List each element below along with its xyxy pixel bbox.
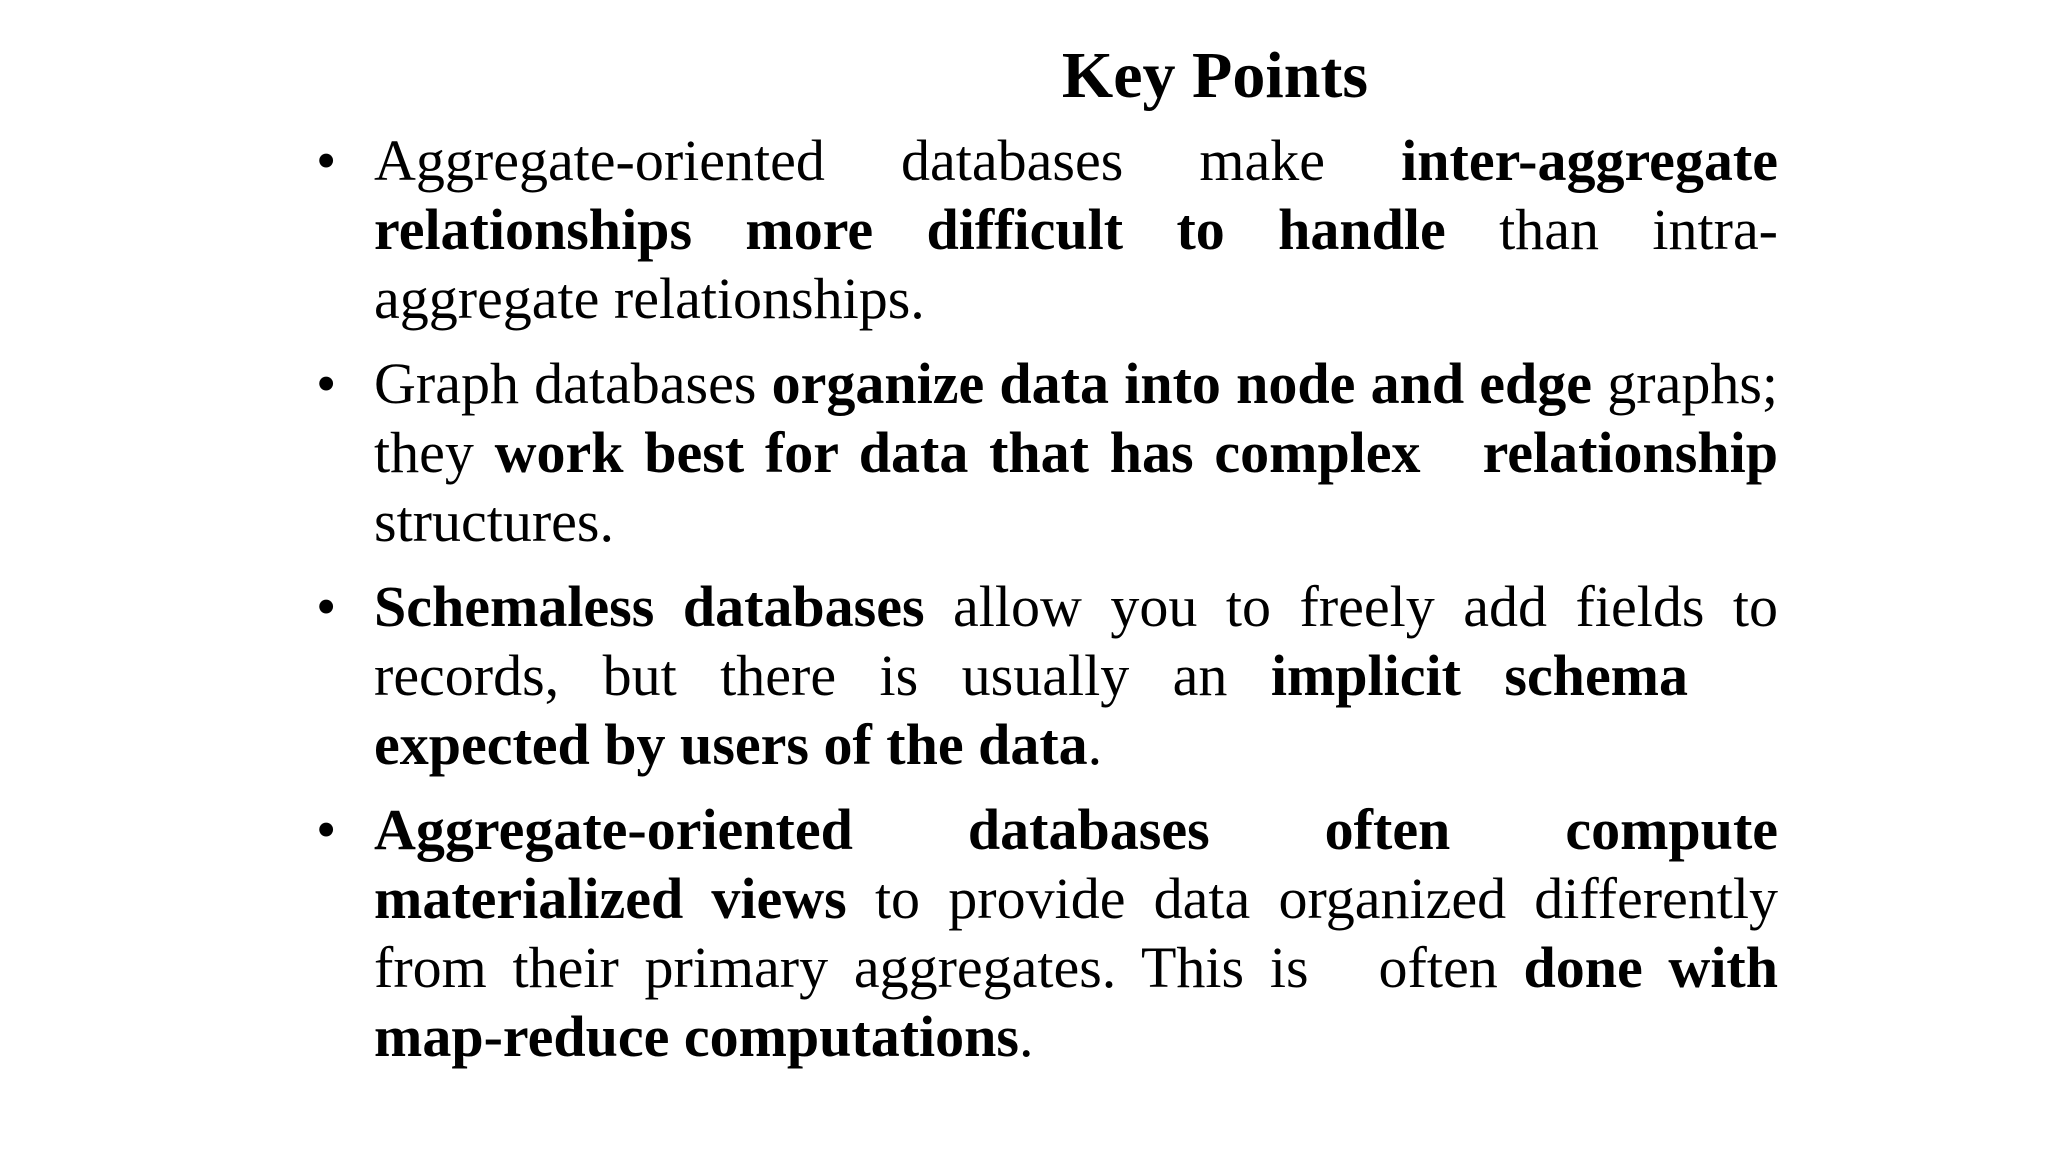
bullet-item-materialized-views	[316, 795, 1778, 1071]
bullet-emphasis: inter-aggregate relationships more difficult to handle	[374, 128, 1778, 262]
bullet-emphasis: done with map-reduce computations	[374, 935, 1778, 1069]
bullet-text: often	[1378, 935, 1524, 1000]
bullet-text: .	[1087, 712, 1103, 777]
bullet-text: allow you to freely add fields to records, but there is usually an	[374, 574, 1779, 708]
bullet-emphasis: implicit schema	[1270, 643, 1689, 708]
bullet-emphasis: relationship	[1482, 420, 1778, 485]
bullet-text: Aggregate-oriented databases make	[374, 128, 1402, 193]
bullet-emphasis: organize data into node and edge	[771, 351, 1593, 416]
bullet-emphasis: work best for data that has complex	[494, 420, 1421, 485]
bullet-text: graphs; they	[374, 351, 1779, 485]
slide-title: Key Points	[1061, 39, 1369, 112]
bullet-emphasis: expected by users of the data	[374, 712, 1088, 777]
bullet-item-graph-databases	[316, 349, 1778, 556]
bullet-item-schemaless-databases	[316, 572, 1778, 779]
bullet-emphasis: Schemaless databases	[374, 574, 925, 639]
bullet-item-aggregate-relationships	[316, 126, 1778, 333]
bullet-text: structures.	[374, 489, 614, 554]
bullet-emphasis: Aggregate-oriented databases often compute materialized views	[374, 797, 1778, 931]
bullet-text: than intra- aggregate relationships.	[374, 197, 1778, 331]
key-points-list	[316, 126, 1778, 1087]
bullet-text: to provide data organized differently from their primary aggregates. This is	[374, 866, 1778, 1000]
bullet-text: Graph databases	[374, 351, 772, 416]
bullet-text: .	[1018, 1004, 1034, 1069]
